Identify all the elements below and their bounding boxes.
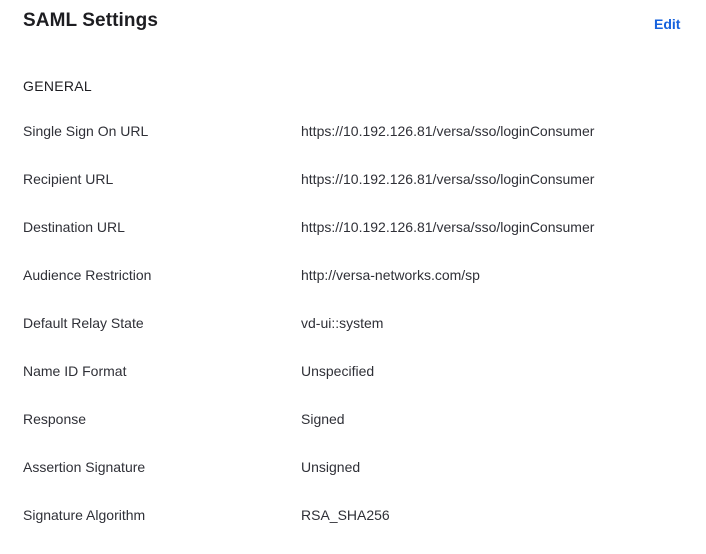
- setting-label: Signature Algorithm: [23, 507, 146, 523]
- settings-row-response: [0, 410, 706, 458]
- setting-label: Single Sign On URL: [23, 123, 149, 139]
- settings-row-default-relay-state: [0, 314, 706, 362]
- edit-link[interactable]: Edit: [654, 16, 681, 32]
- setting-value: https://10.192.126.81/versa/sso/loginConsumer: [301, 219, 595, 235]
- settings-row-signature-algorithm: [0, 506, 706, 554]
- setting-value: Unspecified: [301, 363, 375, 379]
- setting-value: https://10.192.126.81/versa/sso/loginConsumer: [301, 171, 595, 187]
- setting-label: Response: [23, 411, 87, 427]
- setting-value: https://10.192.126.81/versa/sso/loginConsumer: [301, 123, 595, 139]
- setting-label: Recipient URL: [23, 171, 114, 187]
- section-heading-general: GENERAL: [23, 78, 93, 94]
- settings-list: [0, 122, 706, 554]
- setting-value: Unsigned: [301, 459, 361, 475]
- settings-row-audience-restriction: [0, 266, 706, 314]
- setting-label: Audience Restriction: [23, 267, 152, 283]
- setting-label: Name ID Format: [23, 363, 127, 379]
- settings-row-single-sign-on-url: [0, 122, 706, 170]
- setting-label: Assertion Signature: [23, 459, 146, 475]
- settings-row-name-id-format: [0, 362, 706, 410]
- setting-label: Default Relay State: [23, 315, 144, 331]
- settings-row-assertion-signature: [0, 458, 706, 506]
- settings-row-destination-url: [0, 218, 706, 266]
- setting-value: http://versa-networks.com/sp: [301, 267, 480, 283]
- setting-label: Destination URL: [23, 219, 125, 235]
- page-title: SAML Settings: [23, 10, 159, 31]
- setting-value: RSA_SHA256: [301, 507, 390, 523]
- setting-value: Signed: [301, 411, 345, 427]
- setting-value: vd-ui::system: [301, 315, 384, 331]
- settings-row-recipient-url: [0, 170, 706, 218]
